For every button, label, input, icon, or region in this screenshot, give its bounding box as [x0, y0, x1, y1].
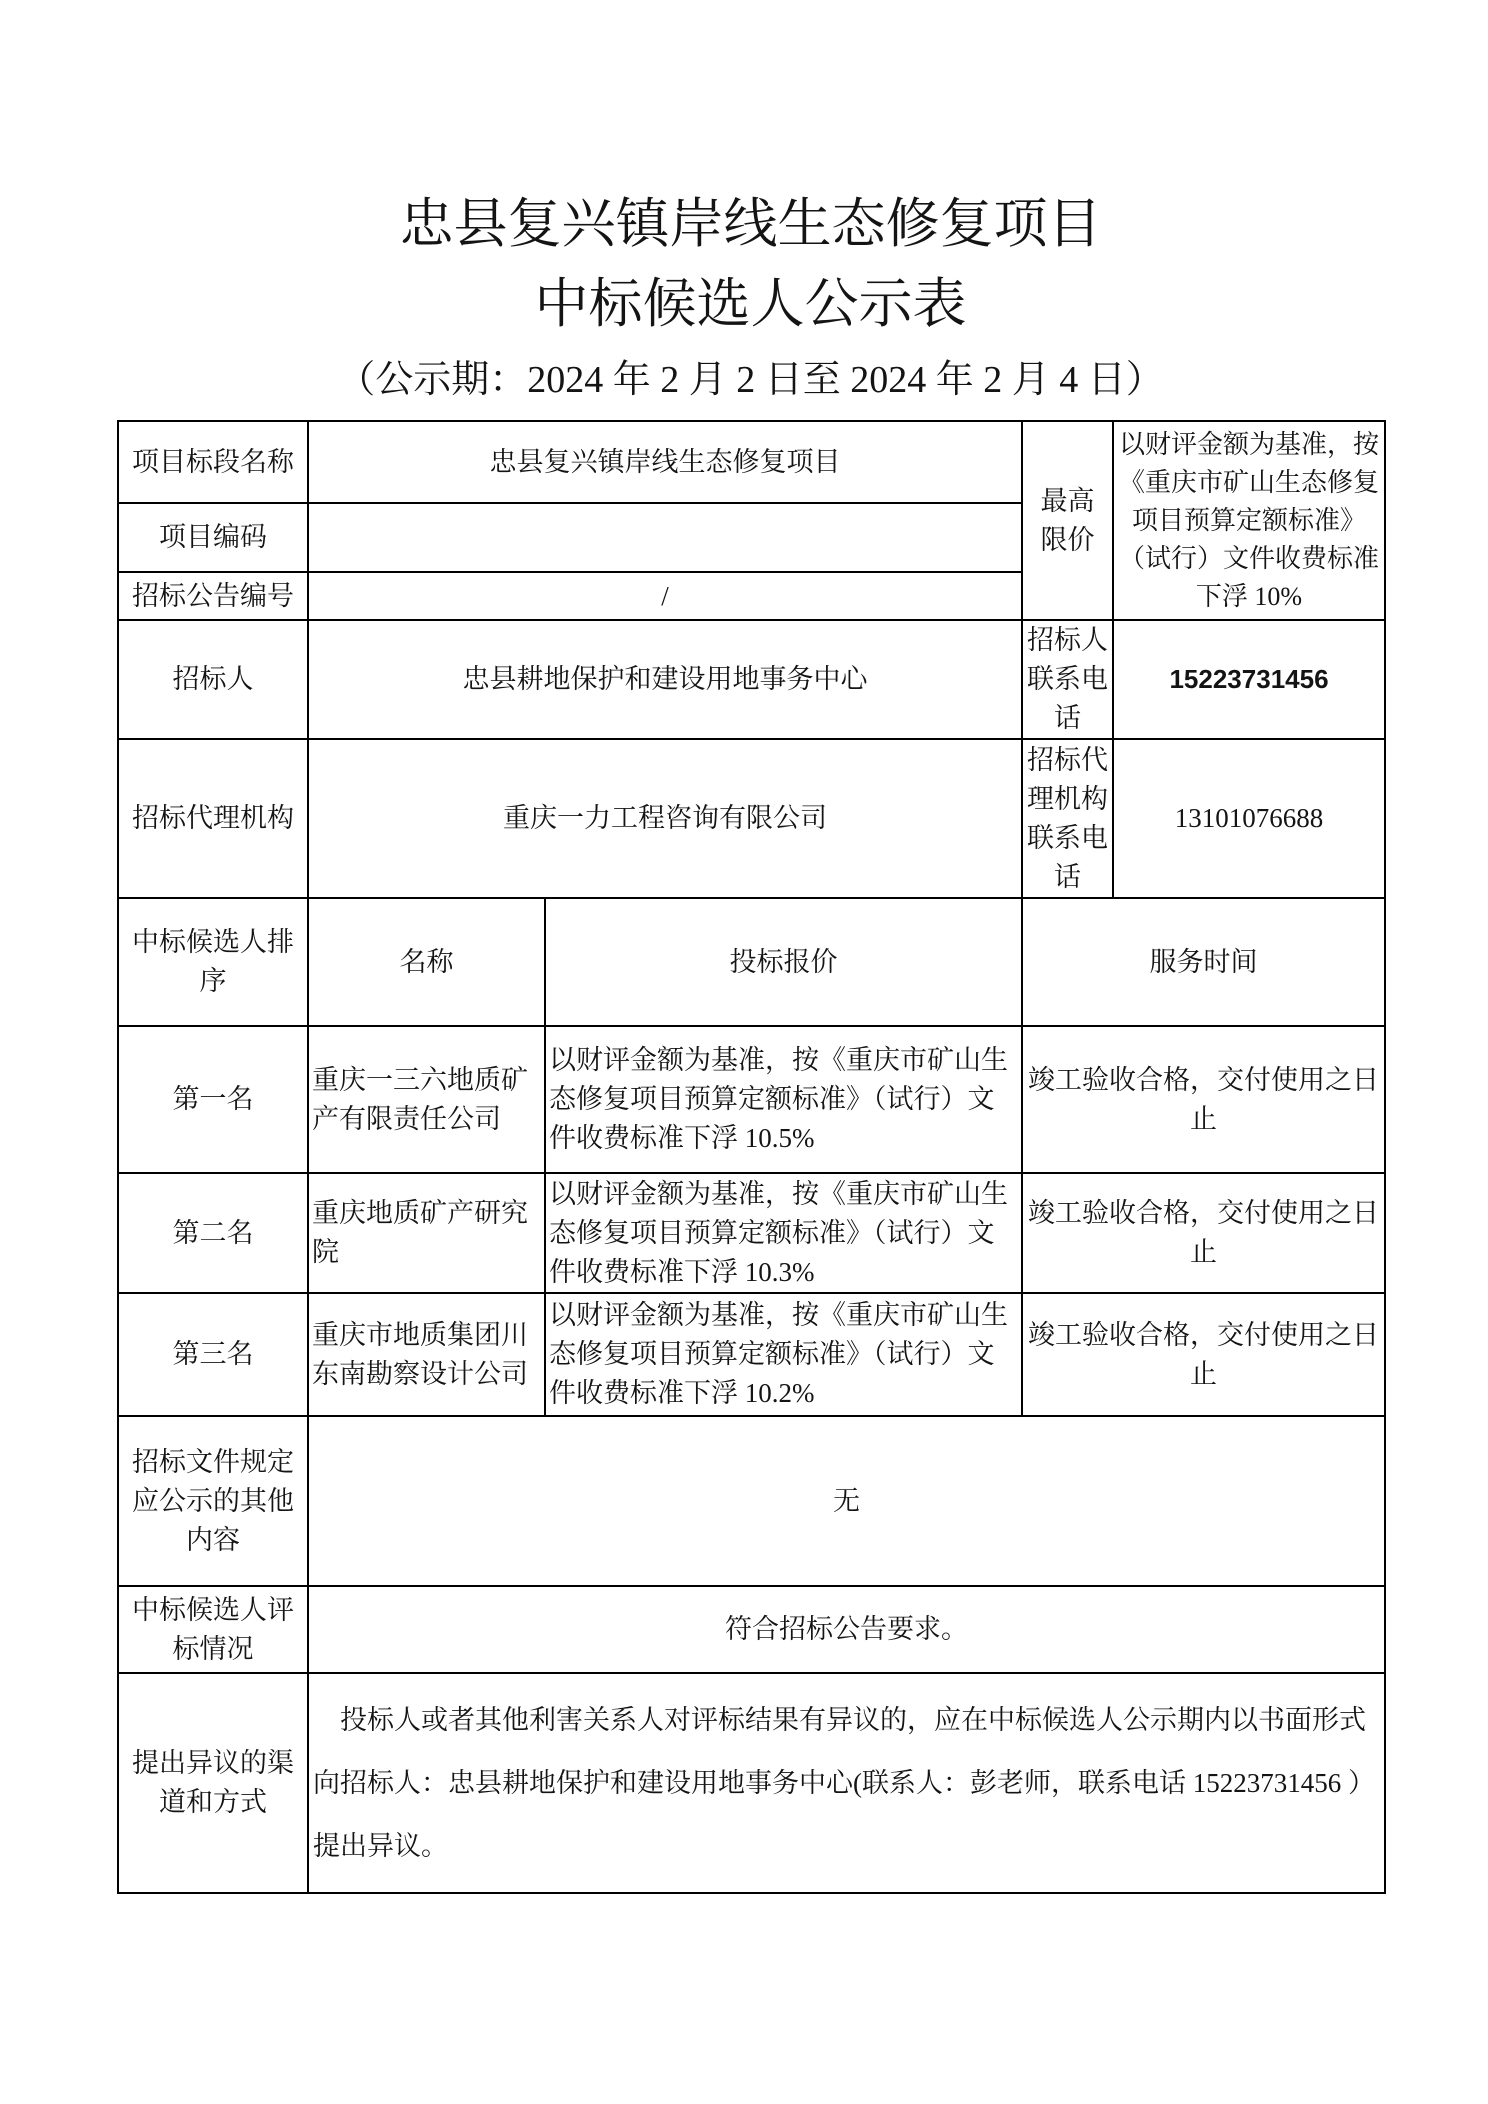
tenderer-label: 招标人	[118, 620, 308, 739]
agency-label: 招标代理机构	[118, 739, 308, 898]
document-title-line1: 忠县复兴镇岸线生态修复项目	[399, 194, 1102, 254]
candidate-rank: 第三名	[118, 1293, 308, 1416]
row-other-content	[118, 1416, 1385, 1586]
candidate-rank: 第二名	[118, 1173, 308, 1293]
candidate-service-time: 竣工验收合格，交付使用之日止	[1022, 1293, 1385, 1416]
row-agency	[118, 739, 1385, 898]
tenderer-phone-cell	[1113, 620, 1385, 739]
max-price-label-cell	[1022, 421, 1113, 620]
row-evaluation	[118, 1586, 1385, 1673]
column-header-rank: 中标候选人排序	[118, 898, 308, 1026]
other-content-value: 无	[308, 1416, 1385, 1586]
agency-value: 重庆一力工程咨询有限公司	[308, 739, 1022, 898]
tenderer-phone-value: 15223731456	[1169, 664, 1329, 694]
evaluation-value: 符合招标公告要求。	[308, 1586, 1385, 1673]
candidate-row	[118, 1293, 1385, 1416]
agency-phone-cell	[1113, 739, 1385, 898]
row-tenderer	[118, 620, 1385, 739]
column-header-bid: 投标报价	[545, 898, 1022, 1026]
candidates-header-row	[118, 898, 1385, 1026]
candidate-service-time: 竣工验收合格，交付使用之日止	[1022, 1173, 1385, 1293]
project-name-value: 忠县复兴镇岸线生态修复项目	[308, 421, 1022, 503]
document-title-line2: 中标候选人公示表	[534, 274, 967, 334]
publicity-period: （公示期：2024 年 2 月 2 日至 2024 年 2 月 4 日）	[337, 359, 1164, 401]
row-project-name	[118, 421, 1385, 503]
agency-phone-value: 13101076688	[1174, 803, 1324, 833]
notice-number-label: 招标公告编号	[118, 572, 308, 620]
column-header-name: 名称	[308, 898, 545, 1026]
candidate-name: 重庆地质矿产研究院	[308, 1173, 545, 1293]
candidate-bid: 以财评金额为基准，按《重庆市矿山生态修复项目预算定额标准》（试行）文件收费标准下浮 10.3%	[545, 1173, 1022, 1293]
candidate-row	[118, 1173, 1385, 1293]
objection-label: 提出异议的渠道和方式	[118, 1673, 308, 1893]
tenderer-phone-label: 招标人联系电话	[1022, 620, 1113, 739]
objection-cell	[308, 1673, 1385, 1893]
candidate-bid: 以财评金额为基准，按《重庆市矿山生态修复项目预算定额标准》（试行）文件收费标准下浮 10.2%	[545, 1293, 1022, 1416]
tenderer-value: 忠县耕地保护和建设用地事务中心	[308, 620, 1022, 739]
candidate-name: 重庆市地质集团川东南勘察设计公司	[308, 1293, 545, 1416]
evaluation-label: 中标候选人评标情况	[118, 1586, 308, 1673]
objection-text: 投标人或者其他利害关系人对评标结果有异议的，应在中标候选人公示期内以书面形式向招标人：忠县耕地保护和建设用地事务中心(联系人：彭老师，联系电话 15223731456 ）提出异议。	[313, 1704, 1375, 1861]
project-code-value	[308, 503, 1022, 572]
column-header-service-time: 服务时间	[1022, 898, 1385, 1026]
project-name-label: 项目标段名称	[118, 421, 308, 503]
candidate-bid: 以财评金额为基准，按《重庆市矿山生态修复项目预算定额标准》（试行）文件收费标准下浮 10.5%	[545, 1026, 1022, 1173]
project-code-label: 项目编码	[118, 503, 308, 572]
other-content-label: 招标文件规定应公示的其他内容	[118, 1416, 308, 1586]
candidate-row	[118, 1026, 1385, 1173]
agency-phone-label: 招标代理机构联系电话	[1022, 739, 1113, 898]
candidate-name: 重庆一三六地质矿产有限责任公司	[308, 1026, 545, 1173]
notice-number-value: /	[308, 572, 1022, 620]
candidate-rank: 第一名	[118, 1026, 308, 1173]
max-price-label: 最高限价	[1040, 485, 1095, 555]
candidate-announcement-table	[117, 420, 1386, 1894]
max-price-value: 以财评金额为基准，按《重庆市矿山生态修复项目预算定额标准》（试行）文件收费标准下浮 10%	[1113, 421, 1385, 620]
row-objection	[118, 1673, 1385, 1893]
candidate-service-time: 竣工验收合格，交付使用之日止	[1022, 1026, 1385, 1173]
